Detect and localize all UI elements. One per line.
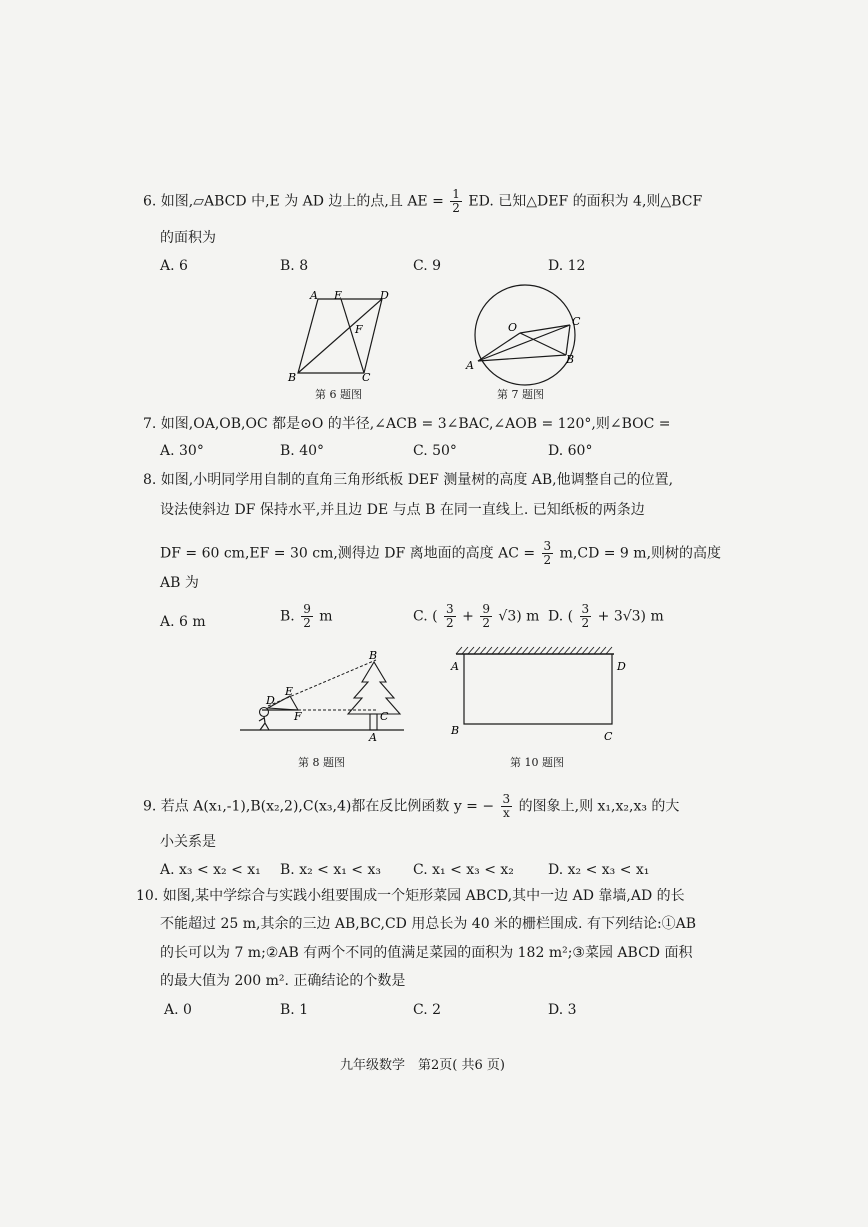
q8-option-c-fraction-1: $\frac{3}{2}$	[446, 602, 454, 630]
page-footer: 九年级数学 第2页( 共6 页)	[340, 1058, 505, 1073]
person-icon	[259, 708, 269, 731]
q6-line1	[143, 188, 702, 215]
fig6-label-d: D	[380, 289, 389, 302]
q10-line4: 的最大值为 200 m². 正确结论的个数是	[160, 973, 406, 989]
q10-line2: 不能超过 25 m,其余的三边 AB,BC,CD 用总长为 40 米的栅栏围成. 有下列结论:①AB	[160, 916, 697, 932]
tree-icon	[348, 662, 400, 730]
q9-option-b: B. x₂ < x₁ < x₃	[280, 862, 381, 878]
q9-text-a: 9. 若点 A(x₁,-1),B(x₂,2),C(x₃,4)都在反比例函数 y = −	[143, 798, 495, 815]
fig8-label-a: A	[369, 731, 377, 743]
q8-option-b: B. $\frac{9}{2}$ m	[280, 602, 333, 630]
q9-option-c: C. x₁ < x₃ < x₂	[413, 862, 514, 878]
fig8-label-f: F	[294, 710, 302, 723]
fig10-label-d: D	[617, 660, 626, 673]
q6-fraction: $\frac{1}{2}$	[452, 187, 460, 215]
q8-option-c: C. ( $\frac{3}{2}$ + $\frac{9}{2}$ √3) m	[413, 602, 540, 630]
q10-option-b: B. 1	[280, 1002, 309, 1018]
q6-option-b: B. 8	[280, 258, 309, 274]
q8-option-d-fraction: $\frac{3}{2}$	[581, 602, 590, 630]
fig8-label-e: E	[285, 685, 294, 698]
fig6-label-a: A	[310, 289, 318, 302]
q9-line2: 小关系是	[160, 834, 216, 850]
fig8-label-c: C	[380, 710, 389, 723]
fig10-label-c: C	[604, 730, 613, 743]
q8-line3-a: DF = 60 cm,EF = 30 cm,测得边 DF 离地面的高度 AC =	[160, 545, 536, 562]
fig8-label-d: D	[266, 694, 275, 707]
q9-fraction: $\frac{3}{x}$	[502, 792, 511, 820]
fig10-caption: 第 10 题图	[510, 756, 564, 769]
fig7-label-o: O	[508, 321, 518, 334]
q8-line3	[160, 540, 721, 567]
q9-text-b: 的图象上,则 x₁,x₂,x₃ 的大	[518, 798, 680, 815]
q8-option-a: A. 6 m	[160, 614, 206, 630]
q10-option-c: C. 2	[413, 1002, 442, 1018]
fig6-label-f: F	[355, 323, 363, 336]
q10-line1: 10. 如图,某中学综合与实践小组要围成一个矩形菜园 ABCD,其中一边 AD 靠墙,AD 的长	[136, 888, 685, 904]
q6-line2: 的面积为	[160, 230, 216, 246]
fig8-label-b: B	[369, 649, 378, 662]
figure-6-parallelogram	[280, 285, 400, 385]
fig7-label-b: B	[566, 353, 575, 366]
fig7-caption: 第 7 题图	[497, 388, 544, 401]
q8-option-c-fraction-2: $\frac{9}{2}$	[482, 602, 490, 630]
q8-line2: 设法使斜边 DF 保持水平,并且边 DE 与点 B 在同一直线上. 已知纸板的两条边	[160, 502, 645, 518]
q8-line3-b: m,CD = 9 m,则树的高度	[559, 545, 722, 562]
figure-10-rectangle	[446, 644, 626, 744]
q9-option-a: A. x₃ < x₂ < x₁	[160, 862, 261, 878]
fig7-label-c: C	[572, 315, 581, 328]
figure-7-circle	[462, 283, 592, 388]
fig8-caption: 第 8 题图	[298, 756, 345, 769]
fig6-label-b: B	[288, 371, 297, 384]
q8-line4: AB 为	[160, 575, 199, 591]
q7-option-d: D. 60°	[548, 443, 593, 459]
q8-option-b-fraction: $\frac{9}{2}$	[303, 602, 311, 630]
q6-option-c: C. 9	[413, 258, 442, 274]
fig7-label-a: A	[466, 359, 474, 372]
q8-line3-fraction: $\frac{3}{2}$	[543, 539, 552, 567]
wall-hatching	[456, 647, 612, 654]
figure-8-tree	[238, 648, 408, 743]
q8-option-d: D. ( $\frac{3}{2}$ + 3√3) m	[548, 602, 664, 630]
q7-option-a: A. 30°	[160, 443, 204, 459]
fig10-label-b: B	[451, 724, 460, 737]
q7-option-c: C. 50°	[413, 443, 457, 459]
q9-line1	[143, 793, 679, 820]
q10-option-a: A. 0	[164, 1002, 192, 1018]
q6-text-b: ED. 已知△DEF 的面积为 4,则△BCF	[468, 193, 703, 210]
q9-option-d: D. x₂ < x₃ < x₁	[548, 862, 650, 878]
q8-line1: 8. 如图,小明同学用自制的直角三角形纸板 DEF 测量树的高度 AB,他调整自己的位置,	[143, 472, 674, 488]
fig6-caption: 第 6 题图	[315, 388, 362, 401]
fig6-label-c: C	[362, 371, 371, 384]
fig6-label-e: E	[334, 289, 343, 302]
q6-text-a: 6. 如图,▱ABCD 中,E 为 AD 边上的点,且 AE =	[143, 193, 444, 210]
q7-option-b: B. 40°	[280, 443, 325, 459]
q10-line3: 的长可以为 7 m;②AB 有两个不同的值满足菜园的面积为 182 m²;③菜园 ABCD 面积	[160, 945, 693, 961]
q10-option-d: D. 3	[548, 1002, 577, 1018]
fig10-label-a: A	[451, 660, 459, 673]
q7-line1: 7. 如图,OA,OB,OC 都是⊙O 的半径,∠ACB = 3∠BAC,∠AOB = 120°,则∠BOC =	[143, 416, 671, 432]
q6-option-d: D. 12	[548, 258, 586, 274]
q6-option-a: A. 6	[160, 258, 188, 274]
